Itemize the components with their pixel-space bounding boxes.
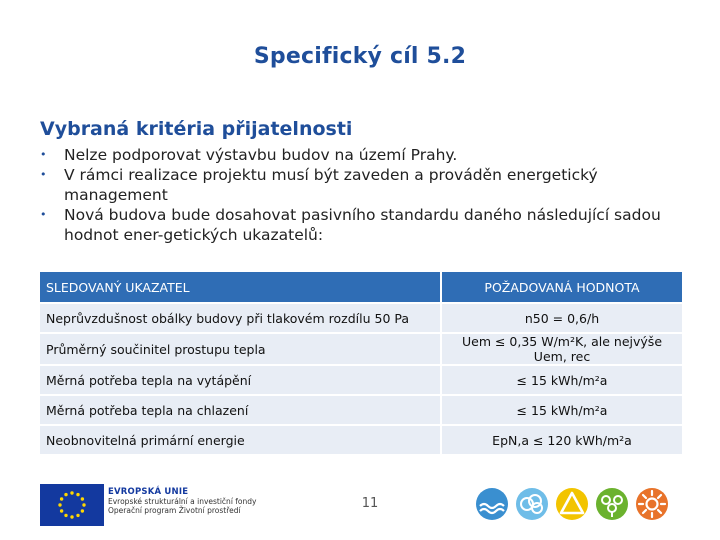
criteria-table [40,270,682,456]
bullet-text: Nová budova bude dosahovat pasivního standardu daného následující sadou hodnot ener-getických ukazatelů: [64,206,661,244]
eu-star-mark [76,493,79,496]
eu-star-mark [64,493,67,496]
programme-line: Operační program Životní prostředí [108,506,241,515]
section-heading: Vybraná kritéria přijatelnosti [40,118,353,140]
eu-stars-icon [50,487,94,523]
eu-name: EVROPSKÁ UNIE [108,487,189,497]
eu-star-mark [64,514,67,517]
footer-icons [474,486,670,522]
table-row [40,396,682,424]
value-cell: ≤ 15 kWh/m²a [442,366,682,394]
bullet-icon: • [40,208,47,221]
eu-star-mark [58,503,61,506]
fund-line: Evropské strukturální a investiční fondy [108,497,257,506]
value-cell: ≤ 15 kWh/m²a [442,396,682,424]
eu-star-mark [76,514,79,517]
eu-star-mark [70,491,73,494]
bullet-item [40,165,680,205]
eu-flag-icon [40,484,104,526]
slide-title: Specifický cíl 5.2 [253,44,467,69]
nature-icon [594,486,630,522]
column-header-value: POŽADOVANÁ HODNOTA [442,272,682,302]
eu-star-mark [60,509,63,512]
footer-fund-text [108,488,256,515]
eu-star-mark [82,503,85,506]
column-header-indicator: SLEDOVANÝ UKAZATEL [40,272,442,302]
page-number: 11 [361,496,379,511]
bullet-item [40,145,680,165]
value-cell: EpN,a ≤ 120 kWh/m²a [442,426,682,454]
energy-icon [634,486,670,522]
indicator-cell: Neobnovitelná primární energie [40,426,442,454]
table-row [40,334,682,364]
waste-icon [554,486,590,522]
eu-star-mark [81,497,84,500]
bullet-icon: • [40,148,47,161]
indicator-cell: Průměrný součinitel prostupu tepla [40,334,442,364]
bullet-item [40,205,680,245]
indicator-cell: Neprůvzdušnost obálky budovy při tlakovém rozdílu 50 Pa [40,304,442,332]
table-row [40,304,682,332]
table-header-row [40,272,682,302]
eu-star-mark [81,509,84,512]
indicator-cell: Měrná potřeba tepla na chlazení [40,396,442,424]
bullet-text: V rámci realizace projektu musí být zaveden a prováděn energetický management [64,166,598,204]
bullet-list [40,145,680,245]
value-cell: n50 = 0,6/h [442,304,682,332]
eu-star-mark [70,515,73,518]
bullet-icon: • [40,168,47,181]
water-icon [474,486,510,522]
bullet-text: Nelze podporovat výstavbu budov na území Prahy. [64,146,458,164]
indicator-cell: Měrná potřeba tepla na vytápění [40,366,442,394]
table-row [40,366,682,394]
air-icon [514,486,550,522]
value-cell: Uem ≤ 0,35 W/m²K, ale nejvýše Uem, rec [442,334,682,364]
eu-star-mark [60,497,63,500]
table-row [40,426,682,454]
